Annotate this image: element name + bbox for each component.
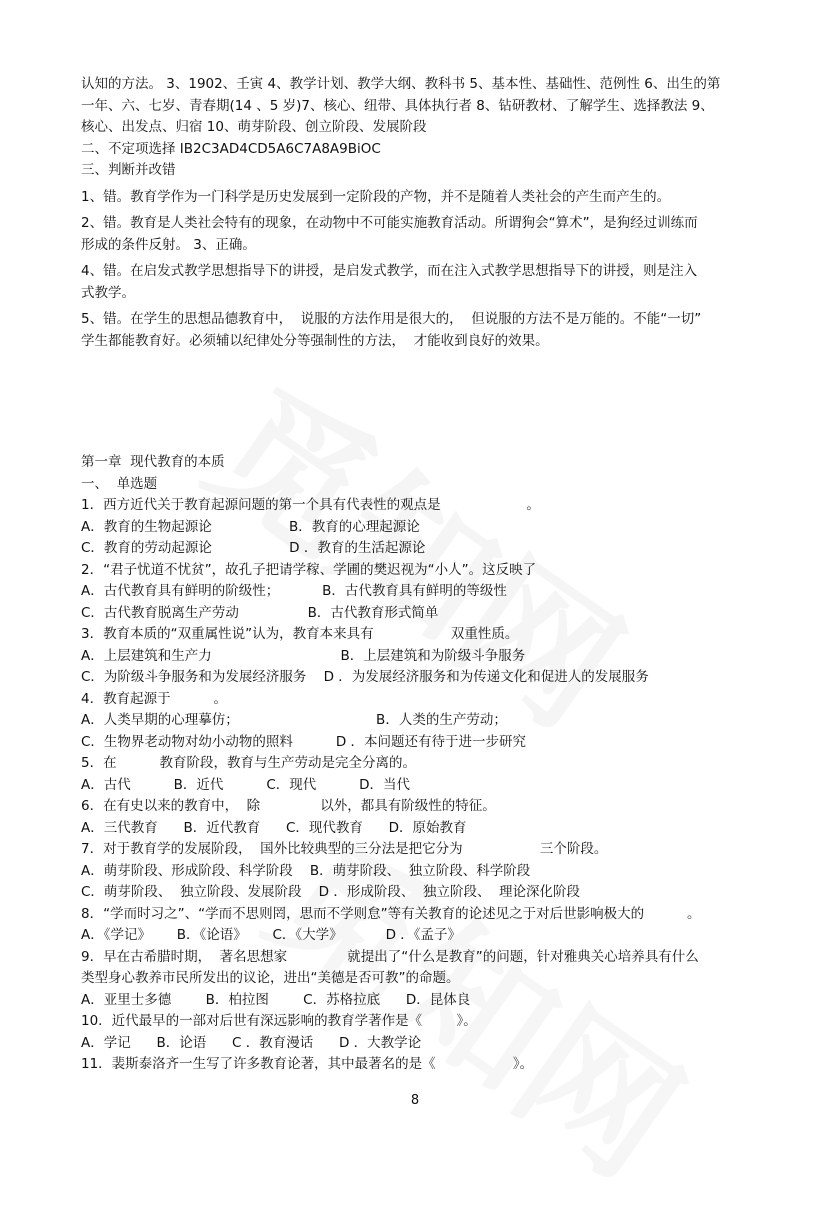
answer-line: 5、错。在学生的思想品德教育中， 说服的方法作用是很大的， 但说服的方法不是万能的。不能“一切” <box>81 311 702 327</box>
question-line: 1．西方近代关于教育起源问题的第一个具有代表性的观点是 。 <box>81 497 540 513</box>
question-line: 3．教育本质的“双重属性说”认为，教育本来具有 双重性质。 <box>81 626 519 642</box>
answer-key-section <box>81 74 771 352</box>
answer-line: 二、不定项选择 IB2C3AD4CD5A6C7A8A9BiOC <box>81 140 381 157</box>
chapter-one-section <box>81 452 771 1076</box>
option-line: A．三代教育 B．近代教育 C．现代教育 D．原始教育 <box>81 819 467 836</box>
question-line: 5．在 教育阶段，教育与生产劳动是完全分离的。 <box>81 755 417 771</box>
option-line: C．教育的劳动起源论 D ．教育的生活起源论 <box>81 540 426 556</box>
option-line: C．古代教育脱离生产劳动 B．古代教育形式简单 <box>81 604 439 621</box>
option-line: A．《学记》 B．《论语》 C．《大学》 D ．《孟子》 <box>81 927 462 943</box>
answer-line: 2、错。教育是人类社会特有的现象，在动物中不可能实施教育活动。所谓狗会“算术”，是狗经过训练而 <box>81 215 698 231</box>
option-line: C．萌芽阶段、 独立阶段、发展阶段 D ．形成阶段、 独立阶段、 理论深化阶段 <box>81 884 581 900</box>
option-line: A．教育的生物起源论 B．教育的心理起源论 <box>81 518 420 535</box>
option-line: A．上层建筑和生产力 B．上层建筑和为阶级斗争服务 <box>81 647 526 664</box>
page-number: 8 <box>410 1093 420 1108</box>
option-line: A．古代 B．近代 C．现代 D．当代 <box>81 776 411 793</box>
chapter-title: 第一章 现代教育的本质 <box>81 454 225 470</box>
document-page <box>81 74 771 1076</box>
question-line: 2．“君子忧道不忧贫”，故孔子把请学稼、学圃的樊迟视为“小人”。这反映了 <box>81 561 537 578</box>
option-line: A．学记 B．论语 C ．教育漫话 D ．大教学论 <box>81 1034 422 1051</box>
question-line: 9．早在古希腊时期， 著名思想家 就提出了“什么是教育”的问题，针对雅典关心培养具有什么 <box>81 948 699 965</box>
option-line: A．亚里士多德 B．柏拉图 C．苏格拉底 D．昆体良 <box>81 991 471 1008</box>
question-line: 类型身心教养市民所发出的议论，进出“美德是否可教”的命题。 <box>81 970 460 986</box>
question-line: 4．教育起源于 。 <box>81 690 228 707</box>
answer-line: 核心、出发点、归宿 10、萌芽阶段、创立阶段、发展阶段 <box>81 119 427 135</box>
question-line: 7．对于教育学的发展阶段， 国外比较典型的三分法是把它分为 三个阶段。 <box>81 841 608 857</box>
section-heading: 三、判断并改错 <box>81 162 176 178</box>
answer-line: 式教学。 <box>81 284 135 301</box>
answer-line: 学生都能教育好。必须辅以纪律处分等强制性的方法， 才能收到良好的效果。 <box>81 332 549 349</box>
option-line: C．为阶级斗争服务和为发展经济服务 D ．为发展经济服务和为传递文化和促进人的发展服务 <box>81 669 649 685</box>
question-line: 10．近代最早的一部对后世有深远影响的教育学著作是《 》。 <box>81 1013 477 1029</box>
answer-line: 认知的方法。 3、1902、壬寅 4、教学计划、教学大纲、教科书 5、基本性、基础性、范例性 6、出生的第 <box>81 76 721 92</box>
option-line: A．古代教育具有鲜明的阶级性； B．古代教育具有鲜明的等级性 <box>81 583 507 599</box>
question-line: 6．在有史以来的教育中， 除 以外，都具有阶级性的特征。 <box>81 798 496 814</box>
option-line: A．人类早期的心理摹仿； B．人类的生产劳动； <box>81 712 507 728</box>
option-line: A．萌芽阶段、形成阶段、科学阶段 B．萌芽阶段、 独立阶段、科学阶段 <box>81 862 531 879</box>
section-heading: 一、 单选题 <box>81 475 158 492</box>
answer-line: 一年、六、七岁、青春期(14 、5 岁)7、核心、纽带、具体执行者 8、钻研教材、了解学生、选择教法 9、 <box>81 97 714 114</box>
answer-line: 1、错。教育学作为一门科学是历史发展到一定阶段的产物，并不是随着人类社会的产生而产生的。 <box>81 188 671 205</box>
option-line: C．生物界老动物对幼小动物的照料 D ．本问题还有待于进一步研究 <box>81 733 527 750</box>
answer-line: 形成的条件反射。 3、正确。 <box>81 236 256 253</box>
question-line: 11．裴斯泰洛齐一生写了许多教育论著，其中最著名的是《 》。 <box>81 1056 534 1072</box>
question-line: 8．“学而时习之”、“学而不思则罔，思而不学则怠”等有关教育的论述见之于对后世影响极大的 。 <box>81 905 701 922</box>
answer-line: 4、错。在启发式教学思想指导下的讲授，是启发式教学，而在注入式教学思想指导下的讲授，则是注入 <box>81 263 698 279</box>
